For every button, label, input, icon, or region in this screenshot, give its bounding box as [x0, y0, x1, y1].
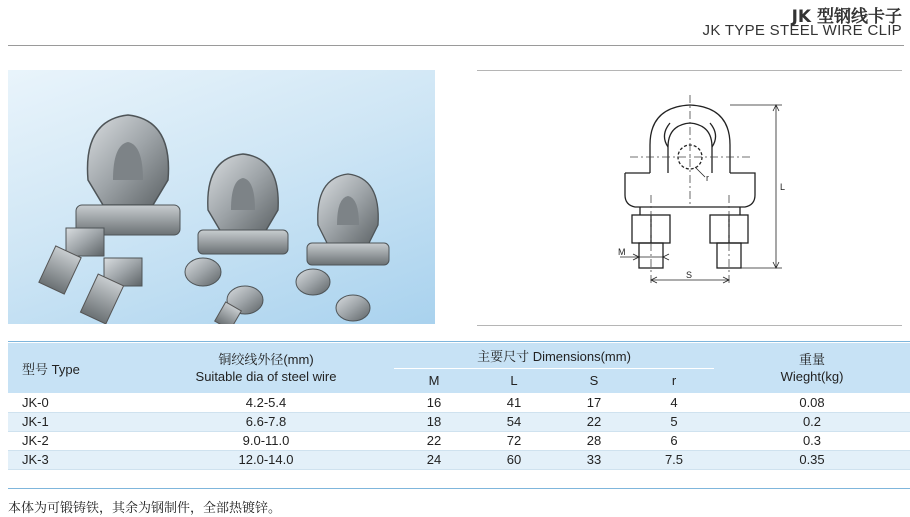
- cell-r: 6: [634, 431, 714, 450]
- dimension-diagram: [610, 95, 810, 295]
- header-r: r: [634, 368, 714, 393]
- header-weight-cn: 重量: [798, 352, 825, 367]
- cell-S: 22: [554, 412, 634, 431]
- cell-r: 7.5: [634, 450, 714, 469]
- cell-L: 60: [474, 450, 554, 469]
- clip-small: [296, 174, 389, 321]
- header-dimensions: 主要尺寸 Dimensions(mm): [394, 343, 714, 368]
- cell-r: 4: [634, 393, 714, 412]
- cell-dia: 6.6-7.8: [138, 412, 394, 431]
- cell-S: 33: [554, 450, 634, 469]
- label-M: M: [618, 247, 626, 257]
- page-title-cn: JK 型钢线卡子: [791, 7, 902, 27]
- cell-S: 28: [554, 431, 634, 450]
- page-title-en: JK TYPE STEEL WIRE CLIP: [702, 22, 902, 39]
- cell-M: 16: [394, 393, 474, 412]
- cell-S: 17: [554, 393, 634, 412]
- cell-L: 72: [474, 431, 554, 450]
- table-bottom-rule: [8, 488, 910, 489]
- cell-weight: 0.3: [714, 431, 910, 450]
- label-L: L: [780, 182, 786, 192]
- cell-type: JK-1: [8, 412, 138, 431]
- cell-M: 24: [394, 450, 474, 469]
- cell-type: JK-3: [8, 450, 138, 469]
- diagram-bottom-rule: [477, 325, 902, 326]
- header-S: S: [554, 368, 634, 393]
- cell-dia: 12.0-14.0: [138, 450, 394, 469]
- cell-L: 54: [474, 412, 554, 431]
- cell-weight: 0.35: [714, 450, 910, 469]
- header-M: M: [394, 368, 474, 393]
- product-photo: [8, 70, 435, 324]
- clip-medium: [185, 154, 288, 324]
- cell-weight: 0.08: [714, 393, 910, 412]
- cell-r: 5: [634, 412, 714, 431]
- header-type: 型号 Type: [8, 343, 138, 393]
- header-diameter: [138, 343, 394, 393]
- material-footnote: 本体为可锻铸铁，其余为钢制件，全部热镀锌。: [8, 501, 282, 516]
- header-diameter-en: Suitable dia of steel wire: [195, 369, 337, 384]
- table-row: [8, 412, 910, 431]
- header-L: L: [474, 368, 554, 393]
- cell-type: JK-2: [8, 431, 138, 450]
- table-row: [8, 431, 910, 450]
- cell-type: JK-0: [8, 393, 138, 412]
- table-row: [8, 450, 910, 469]
- cell-dia: 9.0-11.0: [138, 431, 394, 450]
- cell-M: 22: [394, 431, 474, 450]
- header-weight-en: Wieght(kg): [780, 369, 844, 384]
- label-S: S: [686, 270, 693, 280]
- table-row: [8, 393, 910, 412]
- cell-dia: 4.2-5.4: [138, 393, 394, 412]
- diagram-top-rule: [477, 70, 902, 71]
- header-weight: [714, 343, 910, 393]
- clip-large: [39, 115, 180, 324]
- cell-L: 41: [474, 393, 554, 412]
- header-diameter-cn: 铜绞线外径(mm): [218, 352, 314, 367]
- header-divider: [8, 45, 904, 46]
- wire-clip-photo-illustration: [8, 70, 435, 324]
- label-r: r: [706, 173, 709, 183]
- cell-weight: 0.2: [714, 412, 910, 431]
- table-top-rule: [8, 341, 910, 342]
- cell-M: 18: [394, 412, 474, 431]
- spec-table: [8, 343, 910, 470]
